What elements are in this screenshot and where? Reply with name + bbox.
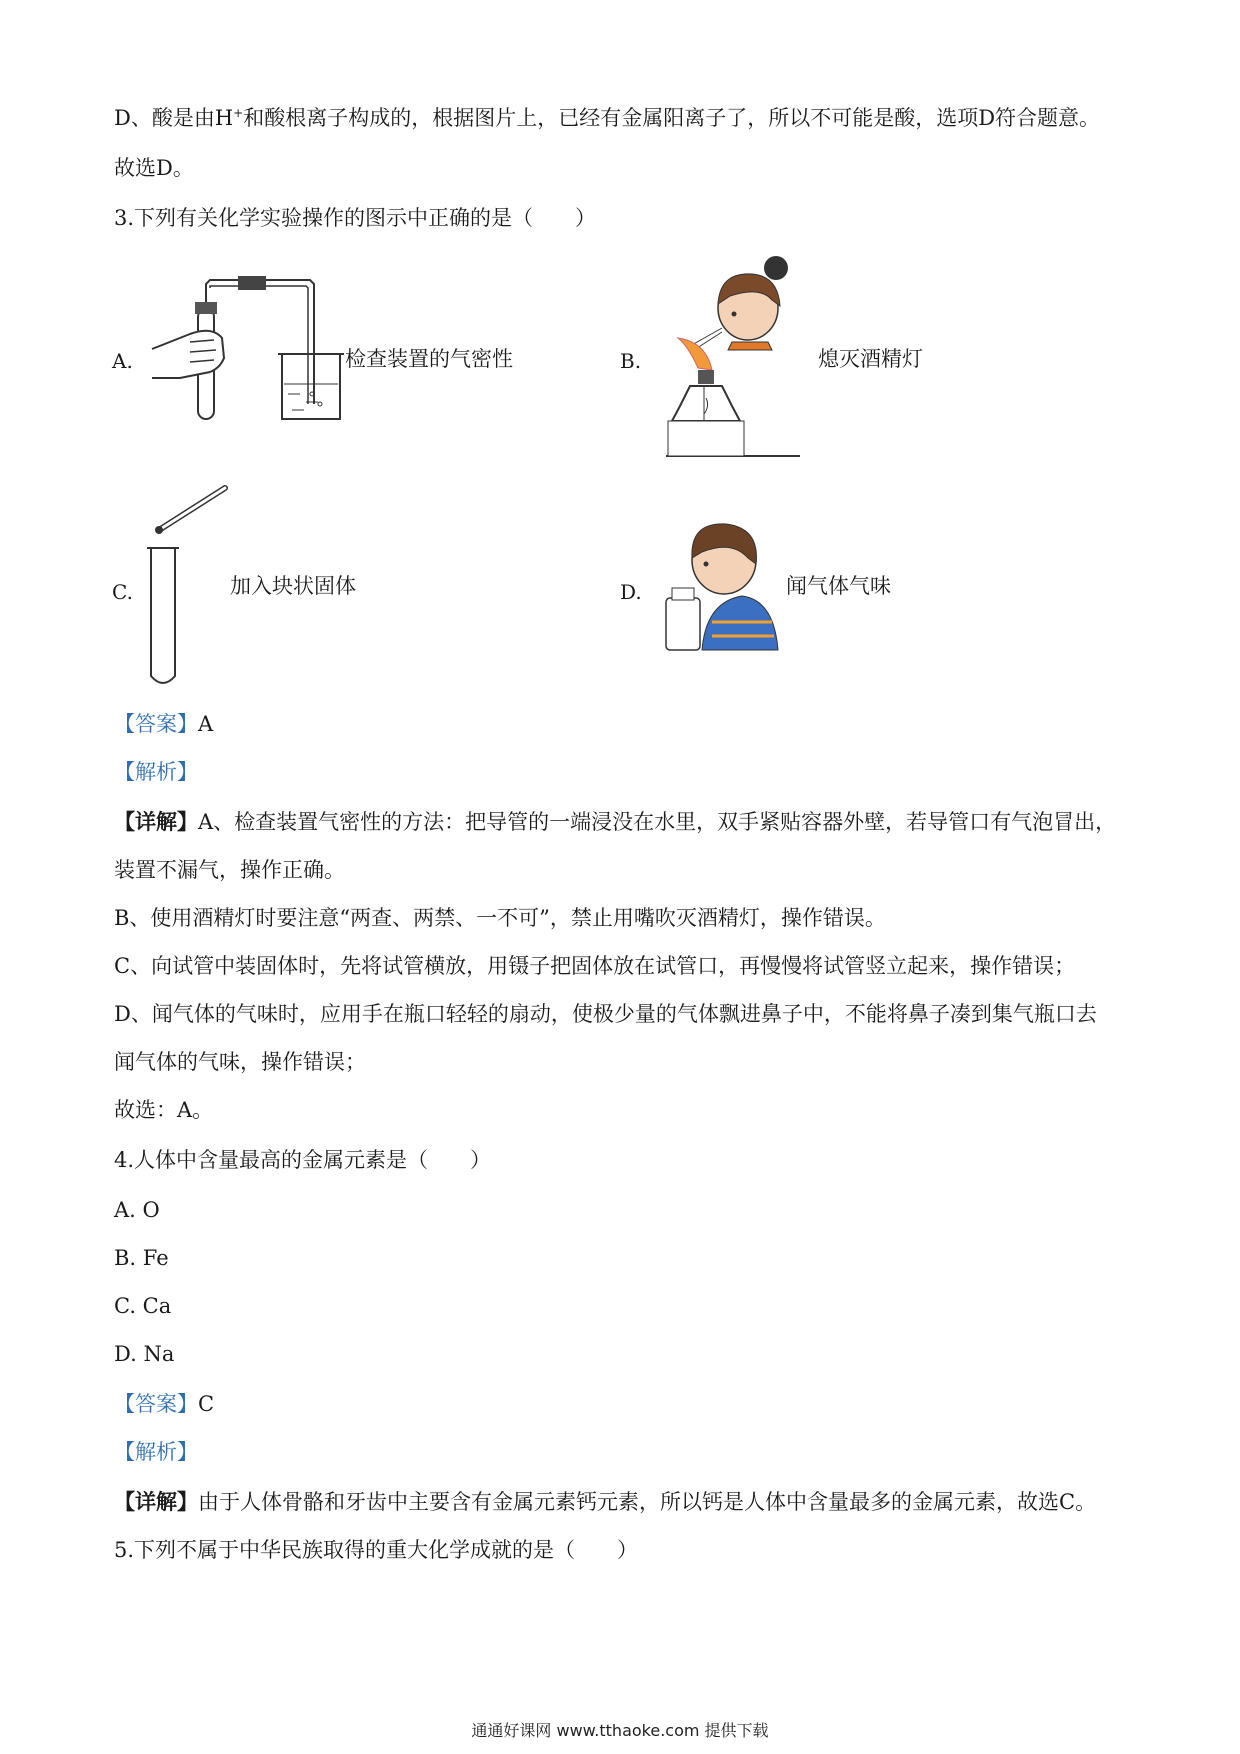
q3-detail-c: C、向试管中装固体时，先将试管横放，用镊子把固体放在试管口，再慢慢将试管竖立起来，操作错误； bbox=[114, 954, 1076, 978]
detail-tag: 【详解】 bbox=[114, 809, 198, 834]
detail-tag: 【详解】 bbox=[114, 1489, 198, 1514]
q3-answer-line bbox=[114, 710, 213, 738]
option-d-explanation bbox=[114, 104, 1100, 132]
q3-detail-a2: 装置不漏气，操作正确。 bbox=[114, 858, 345, 882]
q3-detail-d2: 闻气体的气味，操作错误； bbox=[114, 1050, 366, 1074]
text: 由于人体骨骼和牙齿中主要含有金属元素钙元素，所以钙是人体中含量最多的金属元素，故选C。 bbox=[198, 1490, 1097, 1514]
answer-tag: 【答案】 bbox=[114, 712, 198, 736]
answer-tag: 【答案】 bbox=[114, 1392, 198, 1416]
option-a-letter: A. bbox=[112, 349, 133, 373]
q4-option-d: D. Na bbox=[114, 1342, 175, 1366]
option-a-caption: 检查装置的气密性 bbox=[345, 347, 513, 371]
q3-detail-d1: D、闻气体的气味时，应用手在瓶口轻轻的扇动，使极少量的气体飘进鼻子中，不能将鼻子凑到集气瓶口去 bbox=[114, 1002, 1097, 1026]
answer-value: A bbox=[198, 712, 214, 736]
text: D、酸是由H bbox=[114, 106, 234, 130]
footer-source: 通通好课网 www.tthaoke.com 提供下载 bbox=[471, 1721, 769, 1740]
question-4-stem: 4.人体中含量最高的金属元素是（ ） bbox=[114, 1148, 492, 1172]
test-tube-figure bbox=[145, 480, 230, 690]
q4-answer-line bbox=[114, 1390, 214, 1418]
conclusion-line: 故选D。 bbox=[114, 156, 194, 180]
question-5-stem: 5.下列不属于中华民族取得的重大化学成就的是（ ） bbox=[114, 1538, 639, 1562]
q4-analysis-tag: 【解析】 bbox=[114, 1440, 198, 1464]
option-d-letter: D. bbox=[620, 580, 642, 604]
smell-gas-figure bbox=[662, 512, 782, 654]
q3-conclusion: 故选：A。 bbox=[114, 1098, 214, 1122]
q4-detail bbox=[114, 1488, 1096, 1516]
option-c-letter: C. bbox=[112, 580, 133, 604]
alcohol-lamp-figure bbox=[660, 246, 810, 461]
q3-analysis-tag: 【解析】 bbox=[114, 760, 198, 784]
option-d-caption: 闻气体气味 bbox=[786, 574, 891, 598]
option-b-letter: B. bbox=[620, 349, 642, 373]
question-3-stem: 3.下列有关化学实验操作的图示中正确的是（ ） bbox=[114, 206, 597, 230]
q4-option-a: A. O bbox=[114, 1198, 160, 1222]
superscript: + bbox=[233, 106, 244, 120]
q3-detail-a1 bbox=[114, 808, 1116, 836]
q4-option-c: C. Ca bbox=[114, 1294, 172, 1318]
answer-value: C bbox=[198, 1392, 215, 1416]
option-c-caption: 加入块状固体 bbox=[230, 574, 356, 598]
text: 和酸根离子构成的，根据图片上，已经有金属阳离子了，所以不可能是酸，选项D符合题意。 bbox=[243, 106, 1101, 130]
option-b-caption: 熄灭酒精灯 bbox=[818, 347, 923, 371]
airtightness-check-figure bbox=[150, 254, 345, 429]
q4-option-b: B. Fe bbox=[114, 1246, 169, 1270]
text: A、检查装置气密性的方法：把导管的一端浸没在水里，双手紧贴容器外壁，若导管口有气泡冒出， bbox=[198, 810, 1117, 834]
q3-detail-b: B、使用酒精灯时要注意“两查、两禁、一不可”，禁止用嘴吹灭酒精灯，操作错误。 bbox=[114, 906, 886, 930]
